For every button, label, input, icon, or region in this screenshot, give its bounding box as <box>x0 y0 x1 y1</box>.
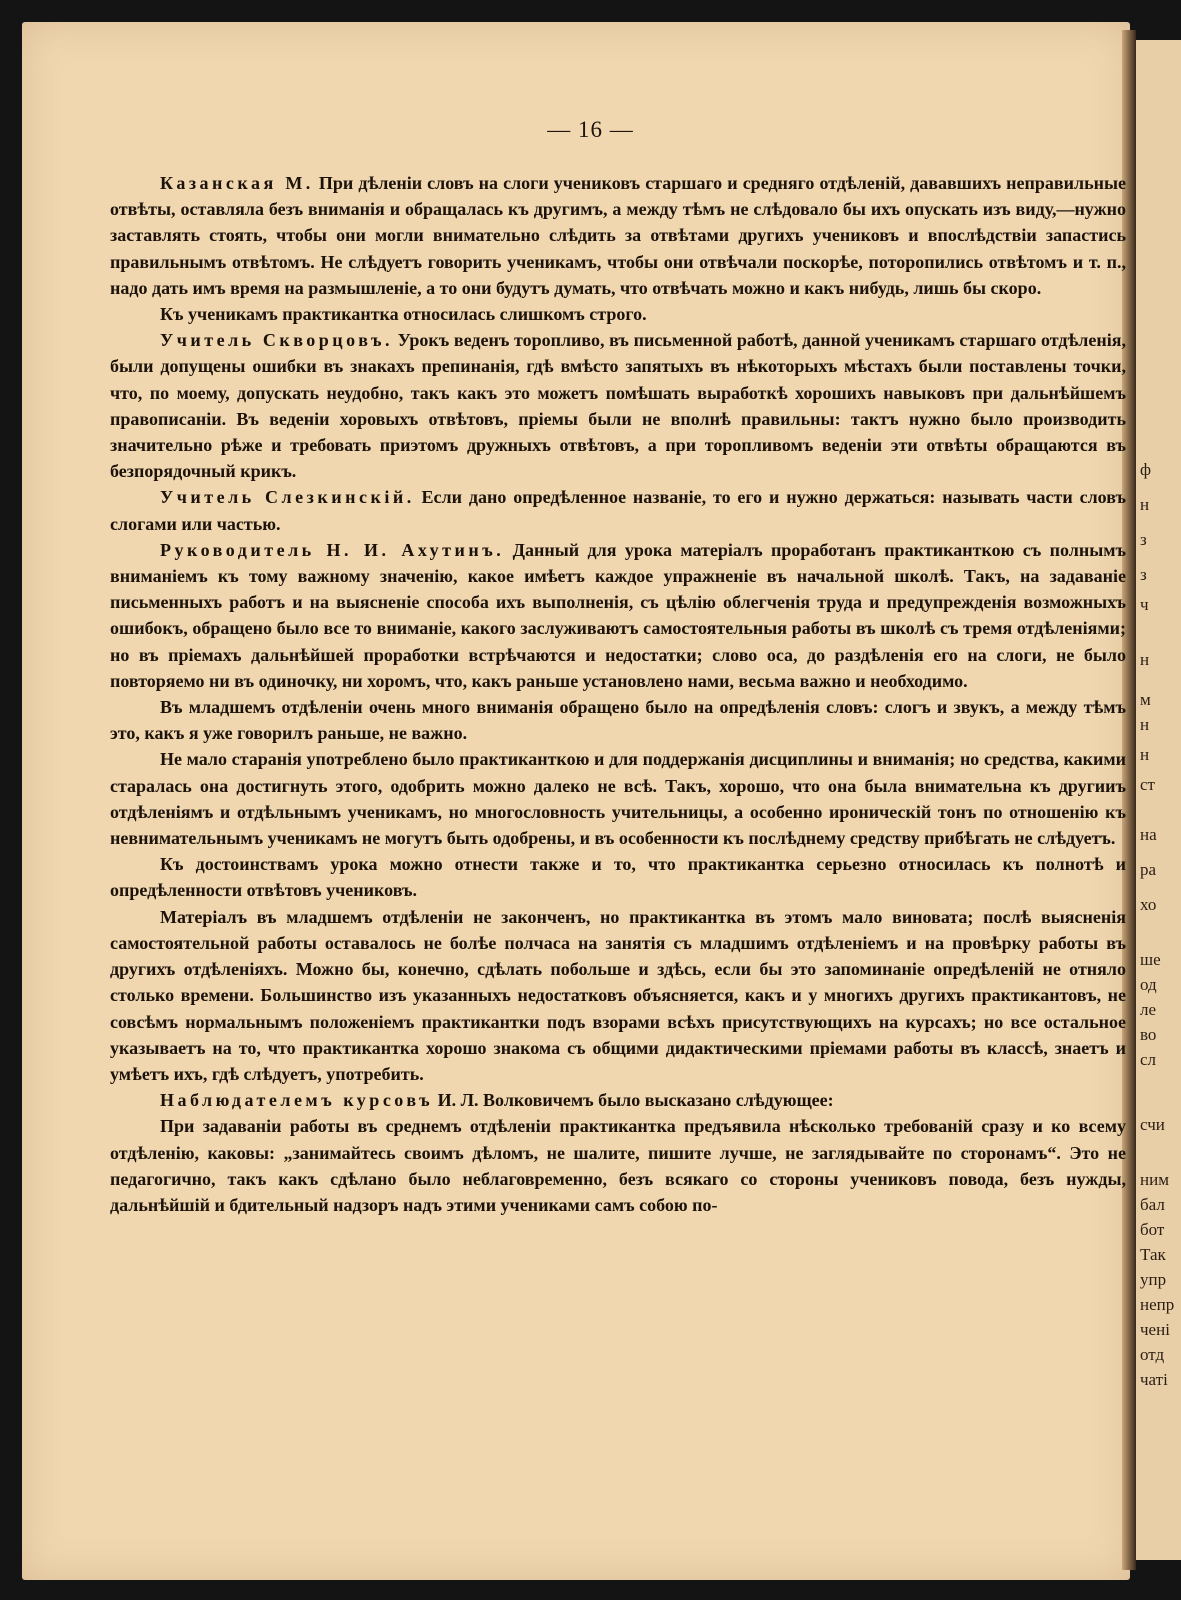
paragraph-text: Урокъ веденъ торопливо, въ письменной работѣ, данной ученикамъ старшаго отдѣленія, были допущены ошибки въ знакахъ препинанія, гдѣ вмѣсто запятыхъ въ нѣкоторыхъ мѣстахъ были поставлены точки, что, по моему, допускать неудобно, такъ какъ это можетъ помѣшать выработкѣ хорошихъ навыковъ при дальнѣйшемъ правописаніи. Въ веденіи хоровыхъ отвѣтовъ, пріемы были не вполнѣ правильны: тактъ нужно было производить значительно рѣже и требовать приэтомъ дружныхъ отвѣтовъ, а при торопливомъ веденіи эти отвѣты обращаются въ безпорядочный крикъ. <box>110 330 1126 482</box>
paragraph-text: И. Л. Волковичемъ было высказано слѣдующее: <box>433 1090 834 1111</box>
adjacent-page-fragment: ним <box>1140 1170 1169 1189</box>
page-number: — 16 — <box>547 117 634 142</box>
adjacent-page-fragment: м <box>1140 690 1151 709</box>
paragraph-text: Не мало старанія употреблено было практиканткою и для поддержанія дисциплины и вниманія; но средства, какими старалась она достигнуть этого, одобрить можно далеко не всѣ. Такъ, хорошо, что она была внимательна къ другииъ отдѣленіямъ и отдѣльнымъ ученикамъ, но многословность учительницы, а особенно ироническій тонъ по отношенію къ невнимательнымъ ученикамъ не могутъ быть одобрены, и въ особенности къ послѣднему средству прибѣгать не слѣдуетъ. <box>110 749 1126 849</box>
paragraph-text: При задаваніи работы въ среднемъ отдѣленіи практикантка предъявила нѣсколько требованій сразу и ко всему отдѣленію, каковы: „занимайтесь своимъ дѣломъ, не шалите, пишите лучше, не заглядывайте по сторонамъ“. Это не педагогично, такъ какъ сдѣлано было неблаговременно, безъ всякаго со стороны учениковъ повода, безъ нужды, дальнѣйшій и бдительный надзоръ надъ этими учениками самъ собою по- <box>110 1116 1126 1215</box>
adjacent-page-fragment: счи <box>1140 1115 1165 1134</box>
paragraph-text: Къ ученикамъ практикантка относилась слишкомъ строго. <box>160 304 647 325</box>
paragraph <box>110 170 1126 301</box>
paragraph <box>110 904 1126 1087</box>
paragraph <box>110 301 1126 327</box>
adjacent-page-fragment: на <box>1140 825 1157 844</box>
paragraph-text: Данный для урока матеріалъ проработанъ практиканткою съ полнымъ вниманіемъ къ тому важному значенію, какое имѣетъ каждое упражненіе въ начальной школѣ. Такъ, на задаваніе письменныхъ работъ и на выясненіе способа ихъ выполненія, съ цѣлію облегченія труда и предупрежденія возможныхъ ошибокъ, обращено было все то вниманіе, какого заслуживаютъ самостоятельныя работы въ школѣ съ тремя отдѣленіями; но въ пріемахъ дальнѣйшей проработки встрѣчаются и недостатки; слово оса, до раздѣленія его на слоги, не было повторяемо ни въ одиночку, ни хоромъ, что, какъ раньше установлено нами, весьма важно и необходимо. <box>110 539 1127 691</box>
speaker-name: Учитель Скворцовъ. <box>160 330 393 351</box>
paragraph <box>110 537 1126 694</box>
adjacent-page-fragment: ст <box>1140 775 1155 794</box>
adjacent-page-fragment: непр <box>1140 1295 1175 1314</box>
page-body-text <box>110 170 1126 1218</box>
paragraph-text: Матеріалъ въ младшемъ отдѣленіи не законченъ, но практикантка въ этомъ мало виновата; послѣ выясненія самостоятельной работы оставалось не болѣе полчаса на занятія съ младшимъ отдѣленіемъ и на провѣрку работы въ другихъ отдѣленіяхъ. Можно бы, конечно, сдѣлать побольше и здѣсь, если бы это запоминаніе опредѣленій не отняло столько времени. Большинство изъ указанныхъ недостатковъ объясняется, какъ и у многихъ другихъ практикантовъ, не совсѣмъ нормальнымъ положеніемъ практикантки подъ взорами всѣхъ присутствующихъ на курсахъ; но все остальное указываетъ на то, что практикантка хорошо знакома съ общими дидактическими пріемами работы въ классѣ, знаетъ и умѣетъ ихъ, гдѣ слѣдуетъ, употребить. <box>110 906 1126 1084</box>
adjacent-page-fragment: ра <box>1140 860 1157 879</box>
adjacent-page-fragment: н <box>1140 745 1150 764</box>
speaker-name: Руководитель Н. И. Ахутинъ. <box>160 539 505 560</box>
paragraph <box>110 327 1126 484</box>
adjacent-page-fragment: сл <box>1140 1050 1157 1069</box>
paragraph <box>110 746 1126 851</box>
paragraph <box>110 484 1126 536</box>
paragraph-text: Если дано опредѣленное названіе, то его и нужно держаться: называть части словъ слогами или частью. <box>110 487 1126 534</box>
adjacent-page-fragment: н <box>1140 650 1150 669</box>
adjacent-page-fragment: бот <box>1140 1220 1165 1239</box>
adjacent-page-fragment: ч <box>1140 595 1149 614</box>
paragraph-text: Къ достоинствамъ урока можно отнести также и то, что практикантка серьезно относилась къ полнотѣ и опредѣленности отвѣтовъ учениковъ. <box>110 854 1126 901</box>
paragraph-text: Въ младшемъ отдѣленіи очень много вниманія обращено было на опредѣленія словъ: слогъ и звукъ, а между тѣмъ это, какъ я уже говорилъ раньше, не важно. <box>110 697 1126 744</box>
speaker-name: Учитель Слезкинскій. <box>160 487 415 508</box>
paragraph <box>110 1113 1126 1218</box>
paragraph-text: При дѣленіи словъ на слоги учениковъ старшаго и средняго отдѣленій, дававшихъ неправильные отвѣты, оставляла безъ вниманія и обращалась къ другимъ, а между тѣмъ не слѣдовало бы ихъ опускать изъ виду,—нужно заставлять стоять, чтобы они могли внимательно слѣдить за отвѣтами другихъ учениковъ и впослѣдствіи запастись правильнымъ отвѣтомъ. Не слѣдуетъ говорить ученикамъ, чтобы они отвѣчали поскорѣе, поторопились отвѣтомъ и т. п., надо дать имъ время на размышленіе, а то они будутъ думать, что отвѣчать можно и какъ нибудь, лишь бы скоро. <box>110 173 1126 298</box>
paragraph <box>110 851 1126 903</box>
adjacent-page-fragment: Так <box>1140 1245 1166 1264</box>
adjacent-page-fragment: отд <box>1140 1345 1165 1364</box>
adjacent-page-fragment: н <box>1140 495 1150 514</box>
adjacent-page-fragment: упр <box>1140 1270 1167 1289</box>
adjacent-page-fragment: ле <box>1140 1000 1157 1019</box>
adjacent-page-fragment: чаті <box>1140 1370 1168 1389</box>
paragraph <box>110 694 1126 746</box>
adjacent-page-fragment: бал <box>1140 1195 1165 1214</box>
adjacent-page-fragment: хо <box>1140 895 1157 914</box>
speaker-name: Наблюдателемъ курсовъ <box>160 1090 434 1111</box>
adjacent-page-fragment: ше <box>1140 950 1161 969</box>
adjacent-page-fragment: во <box>1140 1025 1157 1044</box>
adjacent-page-fragment: чені <box>1140 1320 1170 1339</box>
adjacent-page-fragment: од <box>1140 975 1157 994</box>
adjacent-page-edge <box>1136 40 1181 1560</box>
adjacent-page-fragment: з <box>1140 530 1147 549</box>
paragraph <box>110 1087 1126 1113</box>
adjacent-page-fragment: ф <box>1140 460 1152 479</box>
speaker-name: Казанская М. <box>160 173 314 193</box>
adjacent-page-fragment: н <box>1140 715 1150 734</box>
adjacent-page-fragment: з <box>1140 565 1147 584</box>
